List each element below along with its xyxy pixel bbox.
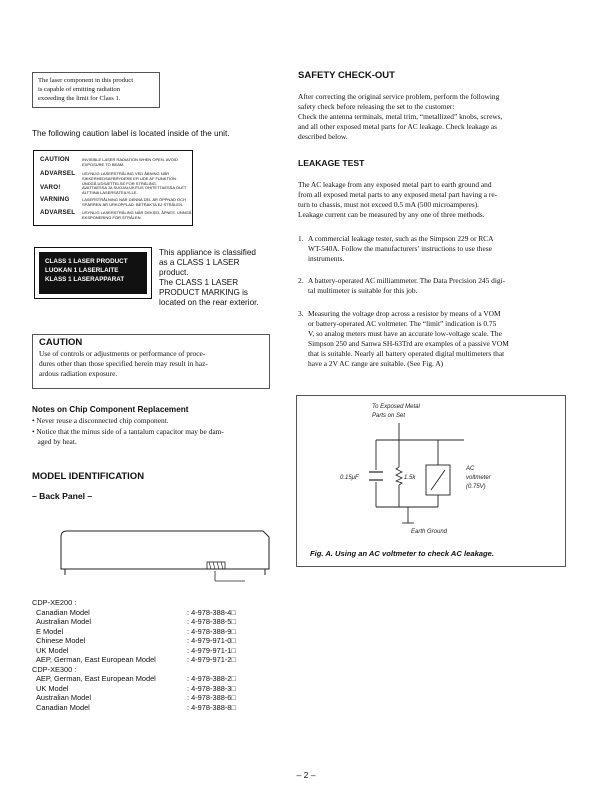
laser-note-line: is capable of emitting radiation: [38, 86, 121, 93]
leakage-method-item: [298, 234, 568, 264]
model-name: AEP, German, East European Model: [36, 655, 156, 664]
safety-line: Check the antenna terminals, metal trim, “metallized” knobs, screws,: [298, 112, 503, 121]
item-text: [308, 276, 568, 296]
model-code: : 4-978-388-5□: [187, 617, 236, 626]
safety-line: After correcting the original service problem, perform the following: [298, 92, 500, 101]
item-line: Simpson 250 and Sanwa SH-63Trd are examples of a passive VOM: [308, 339, 509, 348]
chip-note-line: aged by heat.: [32, 437, 77, 446]
model-code: : 4-978-388-4□: [187, 607, 236, 617]
back-panel-subtitle: – Back Panel –: [32, 491, 93, 501]
model-code: : 4-978-388-8□: [187, 702, 236, 712]
model-code: : 4-978-388-6□: [187, 693, 236, 702]
leakage-method-item: [298, 276, 568, 296]
item-number: 2.: [298, 276, 304, 285]
class1-desc-line: The CLASS 1 LASER: [159, 278, 239, 287]
model-name: AEP, German, East European Model: [36, 674, 156, 683]
item-text: [308, 309, 568, 369]
label-key: CAUTION: [40, 156, 70, 163]
model-code: : 4-979-971-1□: [187, 645, 236, 655]
label-text: AVATTAESSA JA SUOJALUKITUS OHITETTAESSA OLET ALTTIINA LASERSÄTEILYLLE.: [82, 185, 187, 195]
model-name: UK Model: [36, 683, 69, 693]
laser-note-line: exceeding the limit for Class 1.: [38, 95, 121, 102]
class1-desc-line: as a CLASS 1 LASER: [159, 258, 240, 267]
model-name: Australian Model: [36, 617, 92, 626]
model-identification-title: MODEL IDENTIFICATION: [32, 471, 145, 482]
model-code: : 4-979-971-2□: [187, 655, 236, 664]
item-number: 3.: [298, 309, 304, 318]
laser-note-line: The laser component in this product: [38, 77, 134, 84]
back-panel-illustration: [55, 527, 280, 583]
model-name: Canadian Model: [36, 702, 90, 712]
meter-label-line: voltmeter: [466, 475, 491, 481]
class1-line: CLASS 1 LASER PRODUCT: [45, 258, 128, 265]
label-text: INVISIBLE LASER RADIATION WHEN OPEN. AVOID EXPOSURE TO BEAM.: [82, 157, 178, 167]
item-text: [308, 234, 568, 264]
item-number: 1.: [298, 234, 304, 243]
chip-notes-title: Notes on Chip Component Replacement: [32, 405, 189, 414]
item-line: V, so analog meters must have an accurate low-voltage scale. The: [308, 329, 502, 338]
capacitor-label: 0.15μF: [340, 475, 359, 481]
ground-label: Earth Ground: [411, 529, 448, 535]
model-code: : 4-979-971-0□: [187, 636, 236, 645]
safety-line: described below.: [298, 132, 348, 141]
class1-label-inner: [39, 252, 147, 294]
caution-title: CAUTION: [39, 337, 83, 348]
leakage-line: from all exposed metal parts to any exposed metal part having a re-: [298, 190, 498, 199]
class1-laser-label: [34, 247, 152, 299]
class1-desc-line: PRODUCT MARKING is: [159, 288, 249, 297]
model-code: : 4-978-388-3□: [187, 683, 236, 693]
page-number: – 2 –: [296, 770, 316, 780]
caution-label-intro: The following caution label is located inside of the unit.: [32, 129, 230, 138]
leakage-method-item: [298, 309, 568, 369]
leakage-circuit-diagram: [296, 395, 566, 567]
model-name: Australian Model: [36, 693, 92, 702]
caution-warning-label: [33, 150, 193, 226]
resistor-label: 1.5k: [404, 475, 416, 481]
label-text: USYNLIG LASERSTRÅLING NÅR DEKSEL ÅPNES. UNNGÅ EKSPONERING FOR STRÅLEN.: [82, 210, 192, 220]
safety-paragraph: [298, 92, 568, 142]
leakage-line: Leakage current can be measured by any one of three methods.: [298, 210, 485, 219]
figure-caption: Fig. A. Using an AC voltmeter to check AC leakage.: [310, 549, 494, 558]
meter-label-line: AC: [466, 466, 475, 472]
item-line: Measuring the voltage drop across a resistor by means of a VOM: [308, 309, 501, 318]
top-label-line: Parts on Set: [372, 413, 406, 419]
class1-line: KLASS 1 LASERAPPARAT: [45, 276, 125, 283]
label-key: VARO!: [40, 184, 61, 191]
caution-line: ardous radiation exposure.: [39, 369, 118, 378]
safety-line: and all other exposed metal parts for AC leakage. Check leakage as: [298, 122, 498, 131]
label-key: ADVARSEL: [40, 209, 76, 216]
item-line: tal multimeter is suitable for this job.: [308, 286, 418, 295]
item-line: WT-540A. Follow the manufacturers’ instructions to use these: [308, 244, 492, 253]
model-name: CDP-XE200 :: [32, 598, 77, 607]
caution-line: Use of controls or adjustments or performance of proce-: [39, 349, 206, 358]
label-text: USYNLIG LASERSTRÅLING VED ÅBNING NÅR SIKKERHEDSAFBRYDERE ER UDE AF FUNKTION. UNDGÅ UDSÆTTELSE FOR STRÅLING.: [82, 171, 178, 186]
class1-line: LUOKAN 1 LASERLAITE: [45, 267, 119, 274]
item-line: instruments.: [308, 254, 345, 263]
class1-description: [159, 248, 279, 308]
item-line: or battery-operated AC voltmeter. The “limit” indication is 0.75: [308, 319, 497, 328]
leakage-test-title: LEAKAGE TEST: [298, 158, 365, 168]
model-name: Canadian Model: [36, 607, 90, 617]
chip-note-line: • Notice that the minus side of a tantalum capacitor may be dam-: [32, 427, 224, 436]
top-label-line: To Exposed Metal: [372, 404, 420, 410]
caution-box: [32, 334, 270, 389]
label-key: VARNING: [40, 196, 70, 203]
item-line: have a 2V AC range are suitable. (See Fig. A): [308, 359, 444, 368]
item-line: that is suitable. Nearly all battery operated digital multimeters that: [308, 349, 505, 358]
label-text: LASERSTRÅLNING NÄR DENNA DEL ÄR ÖPPNAD OCH SPÄRREN ÄR URKOPPLAD. BETRAKTA EJ STRÅLEN.: [82, 197, 186, 207]
laser-note-box: [32, 72, 160, 108]
label-key: ADVARSEL: [40, 170, 76, 177]
chip-note-line: • Never reuse a disconnected chip component.: [32, 416, 169, 425]
model-name: E Model: [36, 626, 64, 636]
safety-line: safety check before releasing the set to the customer:: [298, 102, 455, 111]
meter-label-line: (0.75V): [466, 484, 486, 490]
leakage-line: The AC leakage from any exposed metal part to earth ground and: [298, 180, 492, 189]
caution-line: dures other than those specified herein may result in haz-: [39, 359, 208, 368]
item-line: A battery-operated AC milliammeter. The Data Precision 245 digi-: [308, 276, 506, 285]
class1-desc-line: product.: [159, 268, 189, 277]
model-name: CDP-XE300 :: [32, 664, 77, 674]
class1-desc-line: located on the rear exterior.: [159, 298, 259, 307]
leakage-paragraph: [298, 180, 568, 220]
model-name: Chinese Model: [36, 636, 86, 645]
model-name: UK Model: [36, 645, 69, 655]
caution-body: [39, 349, 263, 379]
leakage-line: turn to chassis, must not exceed 0.5 mA (500 microamperes).: [298, 200, 480, 209]
model-code: : 4-978-388-9□: [187, 626, 236, 636]
safety-checkout-title: SAFETY CHECK-OUT: [298, 70, 395, 81]
class1-desc-line: This appliance is classified: [159, 248, 256, 257]
item-line: A commercial leakage tester, such as the Simpson 229 or RCA: [308, 234, 494, 243]
model-code: : 4-978-388-2□: [187, 674, 236, 683]
